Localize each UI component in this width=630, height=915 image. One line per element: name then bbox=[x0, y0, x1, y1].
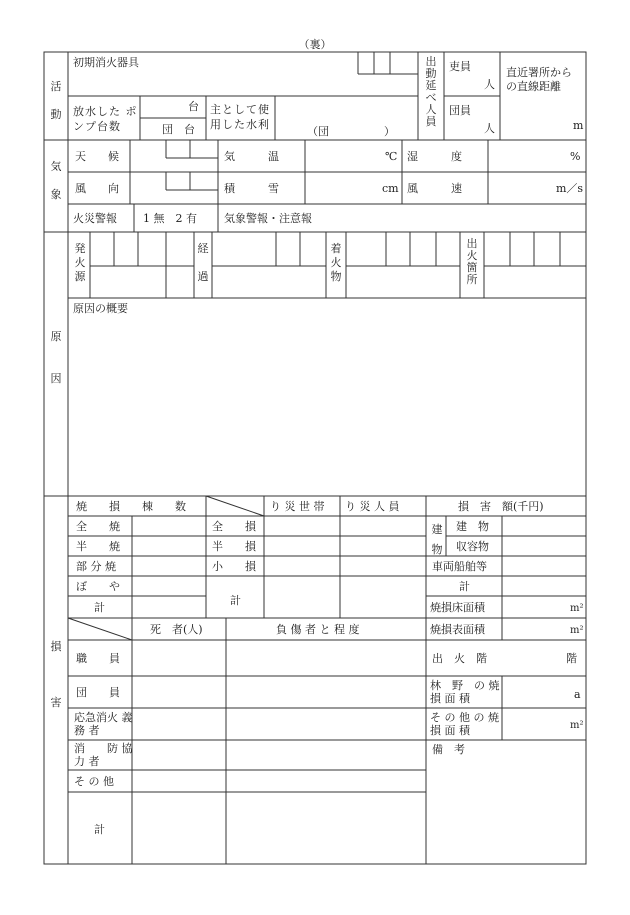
ignited-material-code-field[interactable] bbox=[346, 232, 460, 266]
dispatch-label-char: 延 bbox=[425, 79, 437, 92]
water-source-label: 主として使 用した水利 bbox=[210, 103, 270, 131]
ignited-material-char: 着 bbox=[330, 242, 342, 255]
persons-column[interactable] bbox=[340, 516, 426, 618]
weather-condition-label: 天 候 bbox=[75, 150, 119, 163]
dispatch-label-char: 動 bbox=[425, 67, 437, 80]
ignited-material-char: 火 bbox=[330, 256, 342, 269]
weather-section-label bbox=[49, 160, 63, 202]
dead-header: 死 者(人) bbox=[150, 623, 203, 636]
progress-char: 経 bbox=[197, 242, 209, 255]
wind-direction-field[interactable] bbox=[130, 172, 218, 204]
progress-label bbox=[196, 242, 210, 284]
casualty-other-label: そ の 他 bbox=[74, 775, 114, 788]
fire-floor-label: 出 火 階 bbox=[432, 652, 487, 665]
pump-dan-field[interactable] bbox=[140, 118, 160, 140]
casualty-staff-label: 職 員 bbox=[76, 652, 120, 665]
fire-origin-code-field[interactable] bbox=[484, 232, 586, 266]
households-column[interactable] bbox=[264, 516, 340, 618]
weather-condition-field[interactable] bbox=[130, 140, 218, 172]
cause-summary-label: 原因の概要 bbox=[73, 302, 128, 315]
water-source-field[interactable] bbox=[275, 96, 418, 124]
loss-total-label: 計 bbox=[230, 594, 241, 607]
fire-alert-options[interactable]: 1 無 2 有 bbox=[143, 212, 197, 225]
vehicle-amount-label: 車両船舶等 bbox=[432, 560, 487, 573]
dispatch-label-char: べ bbox=[425, 91, 437, 104]
distance-unit: m bbox=[573, 119, 584, 132]
ignition-source-label bbox=[73, 242, 87, 284]
floor-area-unit: m² bbox=[570, 603, 584, 614]
snow-label: 積 雪 bbox=[224, 182, 279, 195]
injured-column[interactable] bbox=[226, 640, 426, 864]
temperature-field[interactable] bbox=[305, 140, 383, 172]
pump-count-label: 放水した ポンプ台数 bbox=[73, 105, 138, 133]
minor-burn-label: ぼ や bbox=[76, 580, 120, 593]
half-loss-label: 半 損 bbox=[212, 540, 256, 553]
humidity-unit: % bbox=[570, 150, 581, 163]
fire-alert-label: 火災警報 bbox=[73, 212, 117, 225]
floor-area-label: 焼損床面積 bbox=[430, 601, 485, 614]
pump-count-field[interactable] bbox=[140, 96, 186, 118]
total-loss-label: 全 損 bbox=[212, 520, 256, 533]
burn-total-label: 計 bbox=[94, 601, 105, 614]
affected-persons-header: り 災 人 員 bbox=[345, 500, 400, 513]
total-burn-label: 全 焼 bbox=[76, 520, 120, 533]
ignited-material-char: 物 bbox=[330, 270, 342, 283]
injured-header: 負 傷 者 と 程 度 bbox=[276, 623, 360, 636]
building-group-char: 物 bbox=[431, 543, 443, 556]
partial-burn-label: 部 分 焼 bbox=[76, 560, 116, 573]
other-area-field[interactable] bbox=[502, 708, 568, 740]
distance-label: 直近署所から の直線距離 bbox=[506, 66, 572, 93]
damage-label-char: 害 bbox=[50, 696, 62, 709]
fire-origin-char: 所 bbox=[466, 273, 478, 286]
member-label: 団員 bbox=[449, 104, 471, 117]
damage-section-label bbox=[49, 640, 63, 710]
damage-amount-header: 損 害 額(千円) bbox=[458, 500, 544, 513]
dispatch-personnel-label bbox=[425, 56, 437, 128]
casualty-obligor-label: 応急消火 義 務 者 bbox=[74, 711, 133, 737]
weather-label-char: 象 bbox=[50, 188, 62, 201]
distance-field[interactable] bbox=[500, 96, 570, 138]
building-amount-label: 建 物 bbox=[456, 520, 489, 533]
fire-origin-char: 火 bbox=[466, 249, 478, 262]
affected-households-header: り 災 世 帯 bbox=[270, 500, 325, 513]
ignition-source-char: 源 bbox=[74, 270, 86, 283]
page-side-header: （裏） bbox=[298, 38, 332, 51]
amount-total-label: 計 bbox=[459, 580, 470, 593]
forest-area-field[interactable] bbox=[502, 676, 570, 708]
initial-extinguisher-field[interactable] bbox=[68, 66, 358, 94]
burn-count-column[interactable] bbox=[132, 516, 206, 618]
other-area-label: そ の 他 の 焼 損 面 積 bbox=[430, 711, 499, 737]
small-loss-label: 小 損 bbox=[212, 560, 256, 573]
cause-section-label bbox=[49, 330, 63, 386]
wind-speed-field[interactable] bbox=[488, 172, 554, 204]
ignition-source-char: 発 bbox=[74, 242, 86, 255]
progress-code-field[interactable] bbox=[212, 232, 326, 266]
temperature-label: 気 温 bbox=[224, 150, 279, 163]
building-group-label bbox=[430, 520, 444, 560]
dispatch-label-char: 人 bbox=[425, 103, 437, 116]
dispatch-label-char: 出 bbox=[425, 55, 437, 68]
wind-speed-unit: m／s bbox=[556, 182, 584, 195]
activity-label-char: 活 bbox=[50, 80, 62, 93]
staff-label: 吏員 bbox=[449, 60, 471, 73]
other-area-unit: m² bbox=[570, 720, 584, 731]
ignition-source-char: 火 bbox=[74, 256, 86, 269]
casualty-total-label: 計 bbox=[94, 823, 105, 836]
pump-dan-unit: 団 台 bbox=[162, 123, 195, 136]
damage-label-char: 損 bbox=[50, 640, 62, 653]
dead-column[interactable] bbox=[132, 640, 226, 864]
temperature-unit: ℃ bbox=[385, 150, 398, 163]
wind-direction-label: 風 向 bbox=[75, 182, 119, 195]
building-group-char: 建 bbox=[431, 523, 443, 536]
forest-area-label: 林 野 の 焼 損 面 積 bbox=[430, 679, 500, 705]
cause-summary-field[interactable] bbox=[68, 316, 586, 494]
weather-label-char: 気 bbox=[50, 160, 62, 173]
weather-warning-label: 気象警報・注意報 bbox=[224, 212, 312, 225]
surface-area-label: 焼損表面積 bbox=[430, 623, 485, 636]
member-unit: 人 bbox=[484, 122, 495, 135]
wind-speed-label: 風 速 bbox=[407, 182, 462, 195]
surface-area-unit: m² bbox=[570, 625, 584, 636]
staff-count-field[interactable] bbox=[444, 74, 482, 94]
cause-label-char: 原 bbox=[50, 330, 62, 343]
humidity-label: 湿 度 bbox=[407, 150, 462, 163]
staff-unit: 人 bbox=[484, 78, 495, 91]
amount-column[interactable] bbox=[502, 516, 586, 640]
fire-origin-char: 出 bbox=[466, 237, 478, 250]
ignited-material-label bbox=[329, 242, 343, 284]
fire-floor-unit: 階 bbox=[566, 652, 577, 665]
forest-area-unit: a bbox=[574, 688, 581, 701]
half-burn-label: 半 焼 bbox=[76, 540, 120, 553]
snow-unit: cm bbox=[382, 182, 399, 195]
progress-char: 過 bbox=[197, 270, 209, 283]
casualty-member-label: 団 員 bbox=[76, 686, 120, 699]
fire-origin-label bbox=[466, 238, 478, 286]
remarks-label: 備 考 bbox=[432, 743, 465, 756]
contents-amount-label: 収容物 bbox=[456, 540, 489, 553]
cause-label-char: 因 bbox=[50, 372, 62, 385]
pump-count-unit: 台 bbox=[188, 100, 199, 113]
member-count-field[interactable] bbox=[444, 118, 482, 138]
initial-extinguisher-code-boxes[interactable] bbox=[358, 52, 418, 74]
activity-label-char: 動 bbox=[50, 108, 62, 121]
humidity-field[interactable] bbox=[488, 140, 568, 172]
weather-warning-field[interactable] bbox=[322, 204, 586, 232]
fire-floor-field[interactable] bbox=[502, 640, 562, 676]
fire-origin-char: 箇 bbox=[466, 261, 478, 274]
water-source-dan-paren: （団 ） bbox=[307, 125, 395, 138]
snow-field[interactable] bbox=[305, 172, 381, 204]
ignition-source-code-field[interactable] bbox=[90, 232, 194, 266]
initial-extinguisher-label: 初期消火器具 bbox=[73, 56, 139, 69]
dispatch-label-char: 員 bbox=[425, 115, 437, 128]
burned-buildings-header: 焼 損 棟 数 bbox=[76, 500, 186, 513]
remarks-field[interactable] bbox=[426, 756, 586, 864]
casualty-cooperator-label: 消 防 協 力 者 bbox=[74, 742, 133, 768]
activity-section-label bbox=[49, 80, 63, 122]
